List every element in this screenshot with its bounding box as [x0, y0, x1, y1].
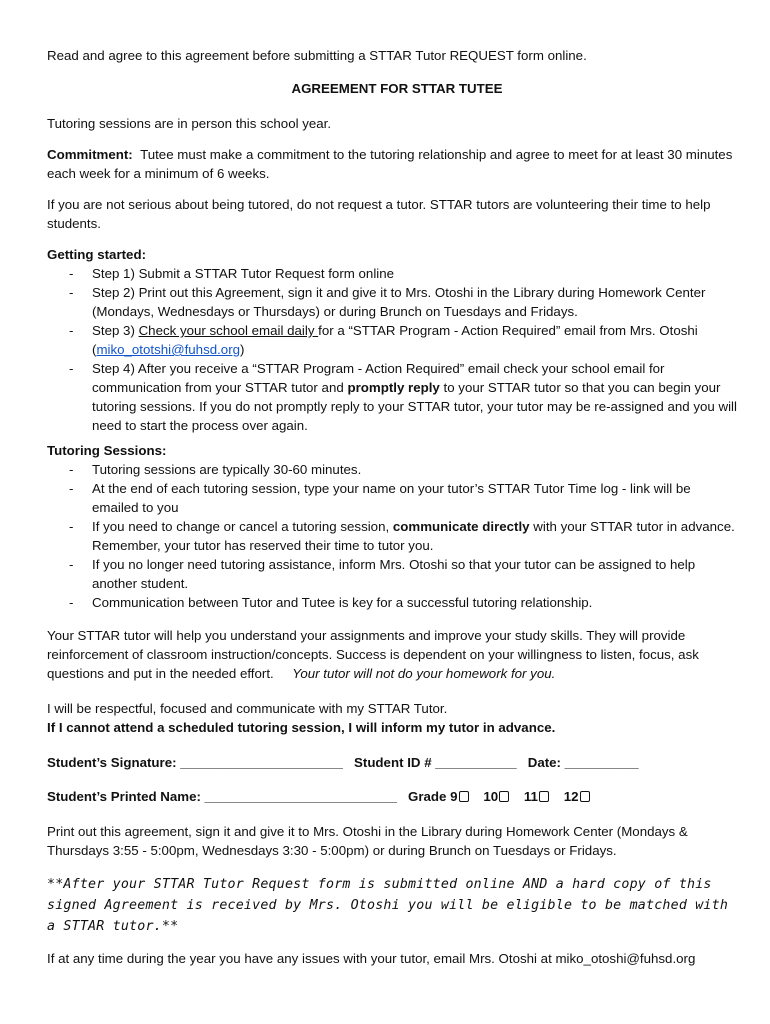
after-note: **After your STTAR Tutor Request form is submitted online AND a hard copy of this signed Agreement is received by Mrs. Otoshi you will be eligible to be matched with a STTAR tutor.**	[47, 877, 729, 934]
printed-name-field[interactable]: Student’s Printed Name: __________________________	[47, 789, 397, 804]
grade-option-12[interactable]: 12	[564, 789, 590, 804]
checkbox-icon[interactable]	[459, 791, 469, 802]
list-item: - At the end of each tutoring session, type your name on your tutor’s STTAR Tutor Time log - link will be emailed to you	[69, 481, 691, 515]
intro-text: Read and agree to this agreement before submitting a STTAR Tutor REQUEST form online.	[47, 48, 587, 63]
document-title: AGREEMENT FOR STTAR TUTEE	[291, 81, 503, 96]
issues-text: If at any time during the year you have any issues with your tutor, email Mrs. Otoshi at miko_otoshi@fuhsd.org	[47, 951, 696, 966]
list-item: - Step 1) Submit a STTAR Tutor Request form online	[69, 266, 395, 281]
respectful-text: I will be respectful, focused and communicate with my STTAR Tutor.	[47, 701, 448, 716]
list-item: - Step 2) Print out this Agreement, sign it and give it to Mrs. Otoshi in the Library during Homework Center (Mondays, Wednesdays or Thursdays) or during Brunch on Tuesdays and Fridays.	[69, 285, 706, 319]
student-id-field[interactable]: Student ID # ___________	[354, 755, 517, 770]
in-person-text: Tutoring sessions are in person this school year.	[47, 116, 332, 131]
signature-line	[47, 753, 737, 772]
help-paragraph: Your STTAR tutor will help you understand your assignments and improve your study skills. They will provide reinforcement of classroom instruction/concepts. Success is dependent on your willingness to listen, focus, ask questions and put in the needed effort. Your tutor will not do your homework for you.	[47, 628, 699, 681]
list-item: - Step 3) Check your school email daily for a “STTAR Program - Action Required” email from Mrs. Otoshi (miko_ototshi@fuhsd.org)	[69, 323, 698, 357]
getting-started-heading: Getting started:	[47, 247, 146, 262]
checkbox-icon[interactable]	[499, 791, 509, 802]
list-item: - Tutoring sessions are typically 30-60 minutes.	[69, 462, 362, 477]
grade-label: Grade	[407, 789, 447, 804]
checkbox-icon[interactable]	[580, 791, 590, 802]
commitment-text: Tutee must make a commitment to the tutoring relationship and agree to meet for at least 30 minutes each week for a minimum of 6 weeks.	[47, 147, 733, 181]
commitment-paragraph	[47, 145, 737, 183]
getting-started-list	[47, 264, 737, 435]
list-item: - Step 4) After you receive a “STTAR Program - Action Required” email check your school email for communication from your STTAR tutor and promptly reply to your STTAR tutor so that you can begin your tutoring sessions. If you do not promptly reply to your STTAR tutor, your tutor may be re-assigned and you will need to start the process over again.	[69, 361, 737, 433]
check-email-underlined: Check your school email daily	[138, 323, 319, 338]
tutoring-sessions-heading: Tutoring Sessions:	[47, 443, 167, 458]
print-out-text: Print out this agreement, sign it and give it to Mrs. Otoshi in the Library during Homework Center (Mondays & Thursdays 3:55 - 5:00pm, Wednesdays 3:30 - 5:00pm) or during Brunch on Tuesdays or Fridays.	[47, 824, 688, 858]
checkbox-icon[interactable]	[539, 791, 549, 802]
list-item: - If you no longer need tutoring assistance, inform Mrs. Otoshi so that your tutor can be assigned to help another student.	[69, 557, 696, 591]
grade-option-11[interactable]: 11	[524, 789, 549, 804]
printed-name-line	[47, 787, 737, 806]
otoshi-email-link[interactable]: miko_ototshi@fuhsd.org	[96, 342, 241, 357]
not-serious-text: If you are not serious about being tutored, do not request a tutor. STTAR tutors are volunteering their time to help students.	[47, 197, 711, 231]
grade-option-9[interactable]: 9	[450, 789, 468, 804]
list-item: - If you need to change or cancel a tutoring session, communicate directly with your STTAR tutor in advance. Remember, your tutor has reserved their time to tutor you.	[69, 519, 735, 553]
list-item: - Communication between Tutor and Tutee is key for a successful tutoring relationship.	[69, 595, 593, 610]
signature-field[interactable]: Student’s Signature: ______________________	[47, 755, 343, 770]
cannot-attend-text: If I cannot attend a scheduled tutoring session, I will inform my tutor in advance.	[47, 720, 556, 735]
commitment-label: Commitment:	[47, 147, 133, 162]
grade-option-10[interactable]: 10	[483, 789, 509, 804]
tutoring-sessions-list	[47, 460, 737, 612]
date-field[interactable]: Date: __________	[527, 755, 639, 770]
agreement-document	[47, 46, 737, 968]
no-homework-note: Your tutor will not do your homework for you.	[292, 666, 556, 681]
